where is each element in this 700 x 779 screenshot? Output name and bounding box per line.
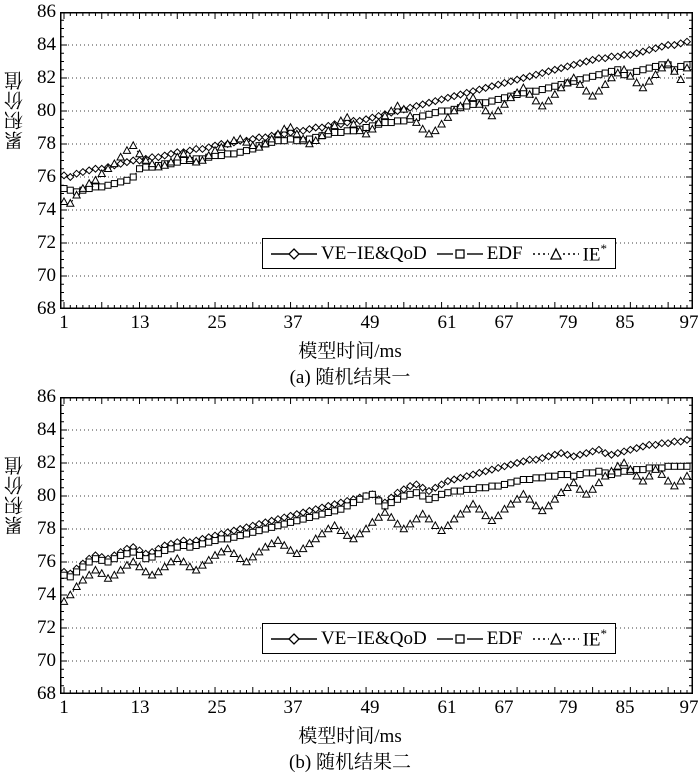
x-tick: 61 <box>437 697 457 718</box>
y-tick: 86 <box>37 386 56 407</box>
x-tick: 79 <box>558 697 578 718</box>
legend-item-ve-ie-qod <box>271 628 427 650</box>
legend-item-ie <box>533 241 607 266</box>
legend-marker-diamond <box>271 632 317 646</box>
y-tick-labels-b <box>0 385 56 705</box>
legend-label-sup: * <box>600 241 608 256</box>
x-tick: 37 <box>283 697 303 718</box>
legend-item-ve-ie-qod <box>271 243 427 265</box>
x-tick: 25 <box>207 697 227 718</box>
x-tick: 67 <box>494 312 514 333</box>
x-tick-labels-a <box>59 312 699 338</box>
x-tick: 25 <box>207 312 227 333</box>
x-tick: 85 <box>615 697 635 718</box>
legend-label-sup: * <box>600 626 608 641</box>
y-tick: 78 <box>37 133 56 154</box>
y-tick: 86 <box>37 1 56 22</box>
legend-label: EDF <box>486 627 523 649</box>
panel-caption-b: (b) 随机结果二 <box>289 752 411 773</box>
legend-label: VE−IE&QoD <box>321 242 427 264</box>
x-tick: 1 <box>59 697 69 718</box>
legend-label: IE* <box>582 241 608 266</box>
legend-label: IE* <box>582 626 608 651</box>
legend-marker-square <box>437 632 483 646</box>
y-tick: 82 <box>37 67 56 88</box>
y-tick: 82 <box>37 452 56 473</box>
x-axis-label-b: 模型时间/ms <box>298 726 402 747</box>
x-tick: 49 <box>360 312 380 333</box>
y-tick: 74 <box>37 584 56 605</box>
y-tick-labels-a <box>0 0 56 320</box>
chart-panel-b <box>0 385 700 779</box>
x-tick: 13 <box>130 697 150 718</box>
legend-marker-triangle <box>533 247 579 261</box>
x-axis-label-a: 模型时间/ms <box>298 341 402 362</box>
x-tick: 79 <box>558 312 578 333</box>
y-tick: 74 <box>37 199 56 220</box>
y-tick: 72 <box>37 232 56 253</box>
y-tick: 72 <box>37 617 56 638</box>
y-tick: 68 <box>37 683 56 704</box>
x-tick-labels-b <box>59 697 699 723</box>
chart-panel-a <box>0 0 700 388</box>
y-tick: 80 <box>37 485 56 506</box>
y-tick: 70 <box>37 650 56 671</box>
x-tick: 67 <box>494 697 514 718</box>
x-tick: 97 <box>679 697 699 718</box>
y-tick: 84 <box>37 419 56 440</box>
x-tick: 1 <box>59 312 69 333</box>
y-axis-label-b: 累积价值 <box>5 455 26 535</box>
y-tick: 70 <box>37 265 56 286</box>
legend-b <box>262 623 616 654</box>
y-axis-label-a: 累积价值 <box>5 70 26 150</box>
x-tick: 61 <box>437 312 457 333</box>
legend-item-edf <box>437 243 523 265</box>
x-tick: 13 <box>130 312 150 333</box>
panel-caption-a: (a) 随机结果一 <box>289 367 411 388</box>
y-tick: 84 <box>37 34 56 55</box>
legend-item-ie <box>533 626 607 651</box>
y-tick: 76 <box>37 551 56 572</box>
legend-label: VE−IE&QoD <box>321 627 427 649</box>
legend-label: EDF <box>486 242 523 264</box>
y-tick: 80 <box>37 100 56 121</box>
x-tick: 85 <box>615 312 635 333</box>
x-tick: 37 <box>283 312 303 333</box>
x-tick: 49 <box>360 697 380 718</box>
legend-marker-triangle <box>533 632 579 646</box>
x-tick: 97 <box>679 312 699 333</box>
y-tick: 76 <box>37 166 56 187</box>
legend-item-edf <box>437 628 523 650</box>
legend-a <box>262 238 616 269</box>
legend-marker-square <box>437 247 483 261</box>
legend-marker-diamond <box>271 247 317 261</box>
y-tick: 68 <box>37 298 56 319</box>
y-tick: 78 <box>37 518 56 539</box>
